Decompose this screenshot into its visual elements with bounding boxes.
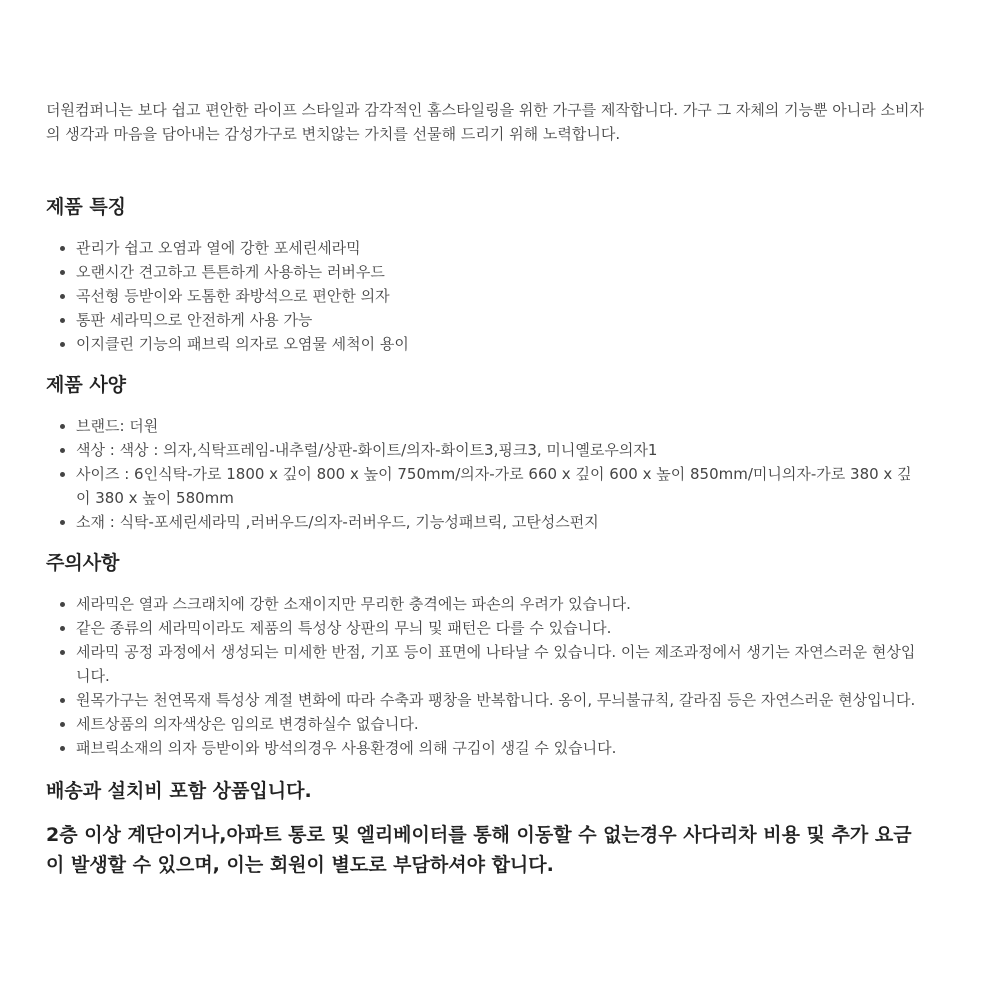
feature-item: • 곡선형 등받이와 도톰한 좌방석으로 편안한 의자: [76, 284, 926, 308]
intro-paragraph: 더원컴퍼니는 보다 쉽고 편안한 라이프 스타일과 감각적인 홈스타일링을 위한 가구를 제작합니다. 가구 그 자체의 기능뿐 아니라 소비자의 생각과 마음을 담아내는 감성가구로 변치않는 가치를 선물해 드리기 위해 노력합니다.: [46, 101, 925, 143]
delivery-notice: 배송과 설치비 포함 상품입니다.: [46, 780, 312, 802]
caution-item: • 세라믹은 열과 스크래치에 강한 소재이지만 무리한 충격에는 파손의 우려가 있습니다.: [76, 592, 926, 616]
features-heading: 제품 특징: [46, 196, 127, 218]
specs-heading: 제품 사양: [46, 374, 127, 396]
feature-item: • 관리가 쉽고 오염과 열에 강한 포세린세라믹: [76, 236, 926, 260]
caution-item: • 원목가구는 천연목재 특성상 계절 변화에 따라 수축과 팽창을 반복합니다. 옹이, 무늬불규칙, 갈라짐 등은 자연스러운 현상입니다.: [76, 688, 926, 712]
product-description: [46, 98, 926, 880]
caution-item: • 패브릭소재의 의자 등받이와 방석의경우 사용환경에 의해 구김이 생길 수 있습니다.: [76, 736, 926, 760]
spec-item-size: • 사이즈 : 6인식탁-가로 1800 x 깊이 800 x 높이 750mm/의자-가로 660 x 깊이 600 x 높이 850mm/미니의자-가로 380 x 깊이 380 x 높이 580mm: [76, 462, 926, 510]
specs-list: [46, 414, 926, 534]
feature-item: • 오랜시간 견고하고 튼튼하게 사용하는 러버우드: [76, 260, 926, 284]
feature-item: • 통판 세라믹으로 안전하게 사용 가능: [76, 308, 926, 332]
caution-item: • 세라믹 공정 과정에서 생성되는 미세한 반점, 기포 등이 표면에 나타날 수 있습니다. 이는 제조과정에서 생기는 자연스러운 현상입니다.: [76, 640, 926, 688]
feature-item: • 이지클린 기능의 패브릭 의자로 오염물 세척이 용이: [76, 332, 926, 356]
ladder-fee-notice: 2층 이상 계단이거나,아파트 통로 및 엘리베이터를 통해 이동할 수 없는경우 사다리차 비용 및 추가 요금이 발생할 수 있으며, 이는 회원이 별도로 부담하셔야 합니다.: [46, 824, 912, 876]
caution-item: • 세트상품의 의자색상은 임의로 변경하실수 없습니다.: [76, 712, 926, 736]
spec-item-color: • 색상 : 색상 : 의자,식탁프레임-내추럴/상판-화이트/의자-화이트3,핑크3, 미니옐로우의자1: [76, 438, 926, 462]
cautions-list: [46, 592, 926, 760]
spec-item-brand: • 브랜드: 더원: [76, 414, 926, 438]
spec-item-material: • 소재 : 식탁-포세린세라믹 ,러버우드/의자-러버우드, 기능성패브릭, 고탄성스펀지: [76, 510, 926, 534]
caution-item: • 같은 종류의 세라믹이라도 제품의 특성상 상판의 무늬 및 패턴은 다를 수 있습니다.: [76, 616, 926, 640]
features-list: [46, 236, 926, 356]
cautions-heading: 주의사항: [46, 552, 120, 574]
